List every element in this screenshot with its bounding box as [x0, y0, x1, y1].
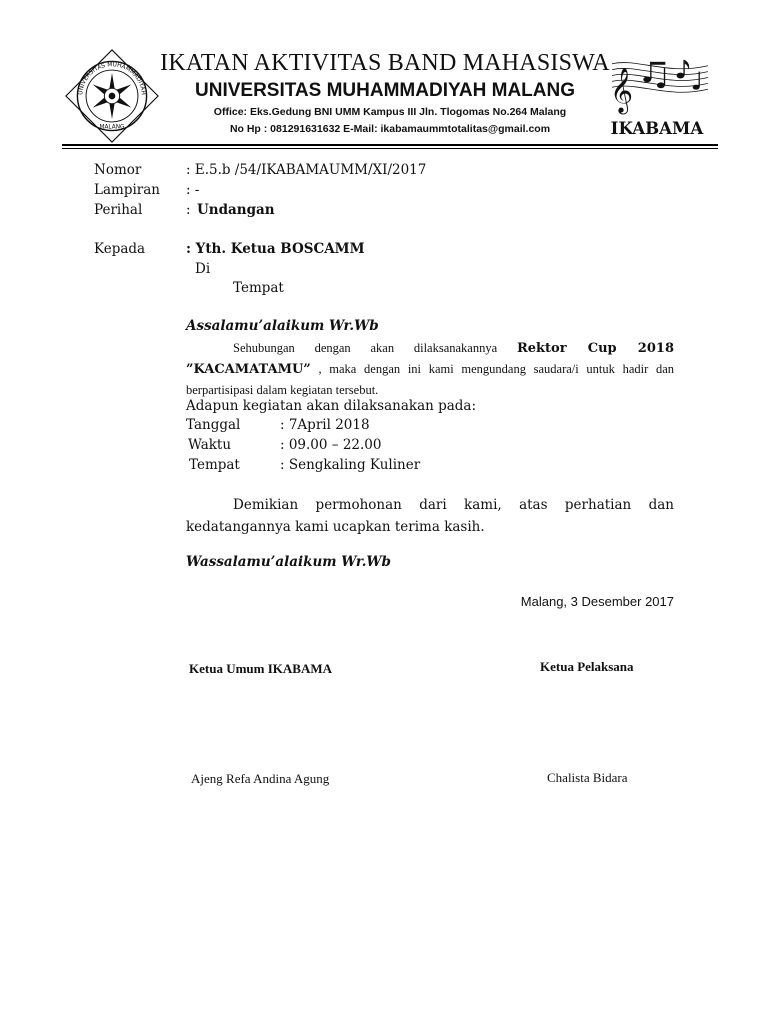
opening-greeting: Assalamu’alaikum Wr.Wb — [186, 318, 379, 334]
ikabama-logo-text: IKABAMA — [610, 118, 704, 139]
perihal-value: Undangan — [197, 202, 275, 218]
perihal-colon: : — [186, 202, 191, 218]
schedule-intro: Adapun kegiatan akan dilaksanakan pada: — [186, 398, 477, 414]
invitation-paragraph — [186, 338, 674, 400]
paragraph-lead: Sehubungan dengan akan dilaksanakannya — [233, 341, 517, 355]
tempat-label: Tempat — [189, 457, 240, 473]
left-signatory-title: Ketua Umum IKABAMA — [189, 661, 332, 676]
perihal-label: Perihal — [94, 202, 143, 218]
nomor-value: : E.5.b /54/IKABAMAUMM/XI/2017 — [186, 162, 427, 178]
organization-name: IKATAN AKTIVITAS BAND MAHASISWA — [160, 50, 610, 76]
right-signatory-name: Chalista Bidara — [547, 770, 628, 785]
logo-ring-text: UNIVERSITAS MUHAMMADIYAH — [77, 61, 147, 96]
recipient-di: Di — [195, 261, 211, 277]
waktu-value: : 09.00 – 22.00 — [280, 437, 382, 453]
header-rule-thick — [62, 144, 718, 146]
event-name: Rektor Cup 2018 ”KACAMATAMU” — [186, 341, 674, 377]
kepada-value: : Yth. Ketua BOSCAMM — [186, 241, 365, 257]
left-signatory-name: Ajeng Refa Andina Agung — [191, 771, 330, 786]
office-address: Office: Eks.Gedung BNI UMM Kampus III Jln. Tlogomas No.264 Malang — [213, 106, 567, 118]
header-rule-thin — [62, 148, 718, 149]
tanggal-label: Tanggal — [186, 417, 241, 433]
ikabama-logo — [598, 54, 716, 142]
lampiran-value: : - — [186, 182, 200, 198]
closing-paragraph-text: Demikian permohonan dari kami, atas perhatian dan kedatangannya kami ucapkan terima kasih. — [186, 497, 674, 535]
contact-info: No Hp : 081291631632 E-Mail: ikabamaummtotalitas@gmail.com — [229, 123, 551, 135]
recipient-tempat: Tempat — [233, 280, 284, 296]
tanggal-value: : 7April 2018 — [280, 417, 370, 433]
closing-paragraph — [186, 494, 674, 538]
treble-clef-icon: 𝄞 — [610, 67, 634, 113]
nomor-label: Nomor — [94, 162, 142, 178]
closing-greeting: Wassalamu’alaikum Wr.Wb — [186, 554, 391, 570]
waktu-label: Waktu — [188, 437, 232, 453]
logo-bottom-text: MALANG — [99, 124, 125, 131]
tempat-value: : Sengkaling Kuliner — [280, 457, 421, 473]
lampiran-label: Lampiran — [94, 182, 160, 198]
kepada-label: Kepada — [94, 241, 146, 257]
place-date: Malang, 3 Desember 2017 — [520, 594, 674, 609]
right-signatory-title: Ketua Pelaksana — [540, 659, 634, 674]
paragraph-rest: , maka dengan ini kami mengundang saudara/i untuk hadir dan berpartisipasi dalam kegiatan tersebut. — [186, 362, 674, 397]
university-name: UNIVERSITAS MUHAMMADIYAH MALANG — [195, 80, 575, 101]
